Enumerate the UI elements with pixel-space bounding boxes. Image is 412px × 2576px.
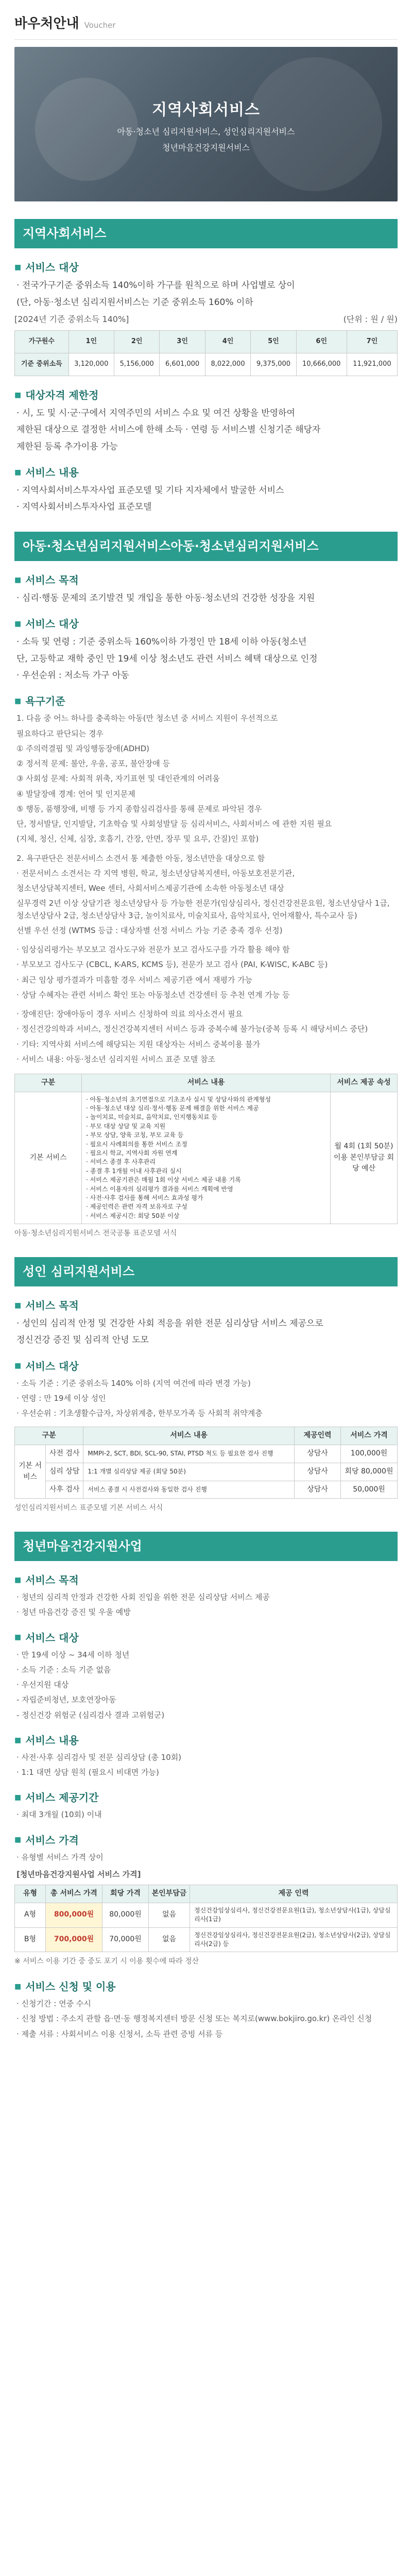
text-line: · 청년 마음건강 증진 및 우울 예방	[16, 1607, 131, 1617]
text-line: · 지역사회서비스투자사업 표준모델	[16, 502, 152, 513]
bullet-icon: ■	[14, 1362, 22, 1370]
table-header-cell: 제공인력	[295, 1427, 341, 1445]
subheading	[14, 616, 398, 632]
subheading-text: 서비스 목적	[25, 1299, 79, 1312]
table-cell: 사전 검사	[46, 1445, 83, 1463]
table-header-cell: 서비스 내용	[83, 1427, 295, 1445]
service-line: · 부모 대상 상담 및 교육 지원	[86, 1122, 166, 1130]
table-row-label: 기준 중위소득	[15, 353, 69, 376]
table-cell: 없음	[149, 1927, 190, 1952]
service-line: · 제공인력은 관련 자격 보유자로 구성	[86, 1203, 187, 1211]
subheading	[14, 572, 398, 588]
text-line: · 부모보고 검사도구 (CBCL, K-ARS, KCMS 등), 전문가 보고 검사 (PAI, K-WISC, K-ABC 등)	[16, 960, 328, 970]
service-line: · 서비스 종결 후 사후관리	[86, 1158, 156, 1166]
subheading-text: 서비스 신청 및 이용	[25, 1980, 116, 1993]
service-line: · 사전·사후 검사를 통해 서비스 효과성 평가	[86, 1194, 203, 1201]
section-header-youth-mind: 청년마음건강지원사업	[14, 1532, 398, 1561]
table-header-cell: 4인	[205, 330, 250, 353]
subheading	[14, 1790, 398, 1806]
bullet-icon: ■	[14, 575, 22, 584]
table-cell	[46, 1903, 102, 1927]
hero-banner	[14, 47, 398, 201]
table-header-cell: 유형	[15, 1885, 46, 1903]
table-cell: 상담사	[295, 1481, 341, 1499]
text-line: ③ 사회성 문제: 사회적 위축, 자기표현 및 대인관계의 어려움	[16, 774, 220, 784]
table-cell: B형	[15, 1927, 46, 1952]
table-header-cell: 구분	[15, 1074, 82, 1092]
text-line: - 정신건강 위험군 (심리검사 결과 고위험군)	[16, 1710, 165, 1720]
table-note-right: (단위 : 원 / 원)	[343, 314, 398, 325]
subheading	[14, 1572, 398, 1588]
subheading-text: 서비스 대상	[25, 1360, 79, 1372]
text-line: · 신청기간 : 연중 수시	[16, 1999, 91, 2009]
table-cell: 회당 80,000원	[341, 1463, 398, 1481]
service-line: · 서비스 제공시간: 회당 50분 이상	[86, 1212, 180, 1219]
table-note-left: [2024년 기준 중위소득 140%]	[14, 314, 129, 325]
service-table	[14, 1074, 398, 1224]
table-header-cell: 구분	[15, 1427, 83, 1445]
table-header-cell: 6인	[296, 330, 347, 353]
table-row	[15, 1885, 398, 1903]
text-line: · 우선순위 : 저소득 가구 아동	[16, 670, 129, 681]
subheading-text: 서비스 대상	[25, 1631, 79, 1644]
text-line: · 제출 서류 : 사회서비스 이용 신청서, 소득 관련 증빙 서류 등	[16, 2029, 223, 2039]
top-bar	[14, 0, 398, 40]
hero-text	[14, 98, 398, 154]
text-line: 단, 고등학교 재학 중인 만 19세 이상 청소년도 관련 서비스 혜택 대상으로 인정	[16, 653, 318, 664]
service-line: · 아동·청소년의 초기면접으로 기초조사 실시 및 상담사와의 관계형성	[86, 1095, 271, 1103]
text-line: 제한된 등록 추가이용 가능	[16, 441, 118, 452]
text-line: ④ 발달장애 경계: 언어 및 인지문제	[16, 789, 135, 799]
subheading	[14, 1359, 398, 1375]
price-note: ※ 서비스 이용 기간 중 중도 포기 시 이용 횟수에 따라 정산	[14, 1957, 199, 1966]
table-cell: 11,921,000	[347, 353, 397, 376]
table-cell: 심리 상담	[46, 1463, 83, 1481]
subheading-text: 욕구기준	[25, 695, 65, 708]
bullet-icon: ■	[14, 1982, 22, 1991]
table-caption: 성인심리지원서비스 표준모델 기본 서비스 서식	[14, 1504, 163, 1513]
table-row	[15, 1074, 398, 1092]
text-line: · 소득 및 연령 : 기준 중위소득 160%이하 가정인 만 18세 이하 아동(청소년	[16, 637, 307, 648]
text-line: (단, 아동·청소년 심리지원서비스는 기준 중위소득 160% 이하	[16, 297, 253, 308]
bullet-icon: ■	[14, 263, 22, 272]
bullet-icon: ■	[14, 697, 22, 705]
text-line: 단, 정서발달, 인지발달, 기초학습 및 사회성발달 등 심리서비스, 사회서비스 에 관한 지원 필요	[16, 819, 332, 828]
table-cell: 서비스 종결 시 사전검사와 동일한 검사 진행	[83, 1481, 295, 1499]
table-cell: A형	[15, 1903, 46, 1927]
table-row-label: 기본 서비스	[15, 1445, 46, 1499]
adult-service-table	[14, 1427, 398, 1499]
table-row	[15, 1427, 398, 1445]
text-line: 청소년상담복지센터, Wee 센터, 사회서비스제공기관에 소속한 아동청소년 대상	[16, 884, 284, 893]
bullet-icon: ■	[14, 468, 22, 477]
price-value: 700,000원	[54, 1935, 94, 1944]
text-line: · 소득 기준 : 기준 중위소득 140% 이하 (지역 여건에 따라 변경 가능)	[16, 1378, 251, 1388]
text-line: · 유형별 서비스 가격 상이	[16, 1852, 104, 1862]
bullet-icon: ■	[14, 1575, 22, 1584]
table-cell: 9,375,000	[251, 353, 296, 376]
table-cell	[46, 1927, 102, 1952]
text-line: · 우선순위 : 기초생활수급자, 차상위계층, 한부모가족 등 사회적 취약계층	[16, 1409, 263, 1418]
table-note	[14, 313, 398, 326]
table-header-cell: 서비스 가격	[341, 1427, 398, 1445]
text-line: 2. 욕구판단은 전문서비스 소견서 통 제출한 아동, 청소년만을 대상으로 함	[16, 853, 265, 863]
text-line: · 서비스 내용: 아동·청소년 심리지원 서비스 표준 모델 참조	[16, 1054, 216, 1064]
table-row	[15, 353, 398, 376]
youth-price-table	[14, 1885, 398, 1952]
table-header-cell: 본인부담금	[149, 1885, 190, 1903]
table-header-cell: 7인	[347, 330, 397, 353]
table-row-label: 기본 서비스	[15, 1092, 82, 1224]
table-row	[15, 1463, 398, 1481]
bullet-icon: ■	[14, 1836, 22, 1844]
table-cell: 정신건강임상심리사, 정신건강전문요원(1급), 청소년상담사(1급), 상담심리사(1급)	[190, 1903, 398, 1927]
table-cell: 사후 검사	[46, 1481, 83, 1499]
table-cell: 50,000원	[341, 1481, 398, 1499]
text-line: · 최대 3개월 (10회) 이내	[16, 1810, 102, 1820]
table-header-cell: 회당 가격	[102, 1885, 149, 1903]
table-cell	[82, 1092, 331, 1224]
text-line: · 사전·사후 심리검사 및 전문 심리상담 (총 10회)	[16, 1752, 182, 1762]
service-line: · 필요시 사례회의를 통한 서비스 조정	[86, 1140, 187, 1148]
page-title: 바우처안내	[14, 16, 79, 31]
table-header-cell: 3인	[160, 330, 205, 353]
text-line: · 만 19세 이상 ~ 34세 이하 청년	[16, 1650, 130, 1659]
subheading-text: 서비스 대상	[25, 618, 79, 631]
table-header-cell: 서비스 제공 속성	[331, 1074, 398, 1092]
table-title: [청년마음건강지원사업 서비스 가격]	[16, 1869, 141, 1879]
text-line: ② 정서적 문제: 불안, 우울, 공포, 불안장애 등	[16, 759, 170, 768]
table-row	[15, 1092, 398, 1224]
table-cell: 8,022,000	[205, 353, 250, 376]
table-cell: 70,000원	[102, 1927, 149, 1952]
bullet-icon: ■	[14, 391, 22, 399]
bullet-icon: ■	[14, 619, 22, 628]
bullet-icon: ■	[14, 1736, 22, 1744]
subheading-text: 서비스 목적	[25, 573, 79, 586]
subheading-text: 서비스 내용	[25, 466, 79, 479]
service-line: · 서비스 이용자의 심리평가 결과를 서비스 계획에 반영	[86, 1185, 233, 1193]
text-line: · 신청 방법 : 주소지 관할 읍·면·동 행정복지센터 방문 신청 또는 복지로(www.bokjiro.go.kr) 온라인 신청	[16, 2014, 372, 2024]
text-line: · 성인의 심리적 안정 및 건강한 사회 적응을 위한 전문 심리상담 서비스 제공으로	[16, 1318, 323, 1329]
text-line: · 소득 기준 : 소득 기준 없음	[16, 1665, 111, 1674]
text-line: ⑤ 행동, 품행장애, 비행 등 가지 종합심리검사를 통해 문제로 파악된 경우	[16, 804, 262, 814]
text-line: · 청년의 심리적 안정과 건강한 사회 진입을 위한 전문 심리상담 서비스 제공	[16, 1592, 270, 1602]
text-line: · 지역사회서비스투자사업 표준모델 및 기타 지자체에서 발굴한 서비스	[16, 485, 284, 496]
subheading	[14, 693, 398, 709]
subheading	[14, 260, 398, 276]
text-line: - 자립준비청년, 보호연장아동	[16, 1695, 116, 1705]
subheading	[14, 1298, 398, 1314]
section-header-community: 지역사회서비스	[14, 219, 398, 248]
table-cell: 1:1 개별 심리상담 제공 (회당 50분)	[83, 1463, 295, 1481]
table-cell: 80,000원	[102, 1903, 149, 1927]
table-header-cell: 서비스 내용	[82, 1074, 331, 1092]
table-row	[15, 1445, 398, 1463]
section-header-adult: 성인 심리지원서비스	[14, 1257, 398, 1286]
subheading	[14, 1833, 398, 1849]
text-line: · 상담 수혜자는 관련 서비스 확인 또는 아동청소년 건강센터 등 추천 연계 가능 등	[16, 990, 290, 999]
table-cell: 상담사	[295, 1445, 341, 1463]
text-line: · 기타: 지역사회 서비스에 해당되는 지원 대상자는 서비스 중복이용 불가	[16, 1039, 260, 1049]
table-row	[15, 1481, 398, 1499]
text-line: · 심리·행동 문제의 조기발견 및 개입을 통한 아동·청소년의 건강한 성장을 지원	[16, 592, 315, 603]
table-cell: 6,601,000	[160, 353, 205, 376]
table-header-cell: 가구원수	[15, 330, 69, 353]
subheading-text: 서비스 가격	[25, 1834, 79, 1846]
service-line: · 서비스 제공기관은 매월 1회 이상 서비스 제공 내용 기록	[86, 1176, 241, 1184]
table-cell: 상담사	[295, 1463, 341, 1481]
subheading	[14, 465, 398, 481]
table-header-cell: 1인	[68, 330, 114, 353]
text-line: · 장애진단: 장애아동이 경우 서비스 신청하여 의료 의사소견서 필요	[16, 1009, 243, 1019]
text-line: · 전국가구기준 중위소득 140%이하 가구를 원칙으로 하며 사업별로 상이	[16, 280, 295, 291]
text-line: 정신건강 증진 및 심리적 안녕 도모	[16, 1335, 149, 1346]
price-value: 800,000원	[54, 1910, 94, 1919]
page-subtitle: Voucher	[84, 21, 116, 30]
text-line: (지체, 청신, 신체, 심장, 호흡기, 간장, 안면, 장루 및 요루, 간질)인 포함)	[16, 834, 259, 844]
table-cell: 월 4회 (1회 50분) 이용 본인부담금 회당 예산	[331, 1092, 398, 1224]
subheading	[14, 1630, 398, 1646]
section-header-child-youth: 아동·청소년심리지원서비스아동·청소년심리지원서비스	[14, 532, 398, 561]
subheading	[14, 1733, 398, 1749]
income-table	[14, 330, 398, 376]
service-line: · 아동·청소년 대상 심리·정서·행동 문제 해결을 위한 서비스 제공	[86, 1105, 259, 1112]
table-cell: 없음	[149, 1903, 190, 1927]
table-cell: MMPI-2, SCT, BDI, SCL-90, STAI, PTSD 척도 등 필요한 검사 진행	[83, 1445, 295, 1463]
table-cell: 10,666,000	[296, 353, 347, 376]
table-row	[15, 330, 398, 353]
text-line: ① 주의력결핍 및 과잉행동장애(ADHD)	[16, 743, 149, 753]
table-header-cell: 5인	[251, 330, 296, 353]
text-line: · 연령 : 만 19세 이상 성인	[16, 1393, 106, 1403]
table-cell: 100,000원	[341, 1445, 398, 1463]
table-row	[15, 1927, 398, 1952]
text-line: · 전문서비스 소견서는 각 지역 병원, 학교, 청소년상담복지센터, 아동보호전문기관,	[16, 868, 295, 878]
subheading-text: 서비스 대상	[25, 261, 79, 274]
text-line: · 최근 임상 평가결과가 미흡할 경우 서비스 제공기관 에서 재평가 가능	[16, 975, 253, 985]
table-cell: 5,156,000	[114, 353, 159, 376]
text-line: · 우선지원 대상	[16, 1680, 69, 1690]
text-line: 선별 우선 선정 (WTMS 등급 : 대상자별 선정 서비스 가능 기준 충족 경우 선정)	[16, 925, 283, 935]
service-line: - 부모 상담, 양육 코칭, 부모 교육 등	[86, 1131, 184, 1139]
text-line: 실무경력 2년 이상 상담기관 청소년상담사 등 가능한 전문가(임상심리사, 정신건강전문요원, 청소년상담사 1급, 청소년상담사 2급, 청소년상담사 3급, 놀이치료사, 미술치료사, 음악치료사, 언어재활사, 특수교사 등)	[16, 899, 390, 920]
subheading-text: 서비스 목적	[25, 1574, 79, 1587]
subheading-text: 서비스 내용	[25, 1734, 79, 1747]
table-row	[15, 1903, 398, 1927]
table-cell: 3,120,000	[68, 353, 114, 376]
bullet-icon: ■	[14, 1793, 22, 1802]
text-line: · 시, 도 및 시·군·구에서 지역주민의 서비스 수요 및 여건 상황을 반영하여	[16, 408, 295, 418]
subheading-text: 서비스 제공기간	[25, 1791, 99, 1804]
text-line: 1. 다음 중 어느 하나를 충족하는 아동(만 청소년 중 서비스 지원이 우선적으로	[16, 714, 278, 723]
bullet-icon: ■	[14, 1633, 22, 1642]
table-header-cell: 제공 인력	[190, 1885, 398, 1903]
text-line: · 임상심리평가는 부모보고 검사도구와 전문가 보고 검사도구를 가각 활용 해야 함	[16, 945, 290, 954]
table-header-cell: 2인	[114, 330, 159, 353]
service-line: · 필요시 학교, 지역사회 자원 연계	[86, 1149, 178, 1157]
table-caption: 아동·청소년심리지원서비스 전국공통 표준모델 서식	[14, 1229, 177, 1238]
table-header-cell: 총 서비스 가격	[46, 1885, 102, 1903]
service-line: - 놀이치료, 미술치료, 음악치료, 인지행동치료 등	[86, 1113, 218, 1121]
subheading-text: 대상자격 제한정	[25, 388, 99, 401]
subheading	[14, 387, 398, 403]
text-line: 필요하다고 판단되는 경우	[16, 728, 104, 738]
hero-line: 아동·청소년 심리지원서비스, 성인심리지원서비스	[117, 126, 295, 137]
hero-line: 청년마음건강지원서비스	[162, 142, 250, 152]
service-line: - 종결 후 1개월 이내 사후관리 실시	[86, 1167, 182, 1175]
text-line: 제한된 대상으로 결정한 서비스에 한해 소득 · 연령 등 서비스별 신청기준 해당자	[16, 425, 321, 435]
subheading	[14, 1979, 398, 1995]
table-cell: 정신건강임상심리사, 정신건강전문요원(2급), 청소년상담사(2급), 상담심리사(2급) 등	[190, 1927, 398, 1952]
hero-title: 지역사회서비스	[152, 101, 260, 120]
text-line: · 정신건강의학과 서비스, 정신건강복지센터 서비스 등과 중복수혜 불가능(중복 등록 시 해당서비스 중단)	[16, 1024, 368, 1034]
bullet-icon: ■	[14, 1301, 22, 1310]
text-line: · 1:1 대면 상담 원칙 (필요시 비대면 가능)	[16, 1768, 159, 1777]
